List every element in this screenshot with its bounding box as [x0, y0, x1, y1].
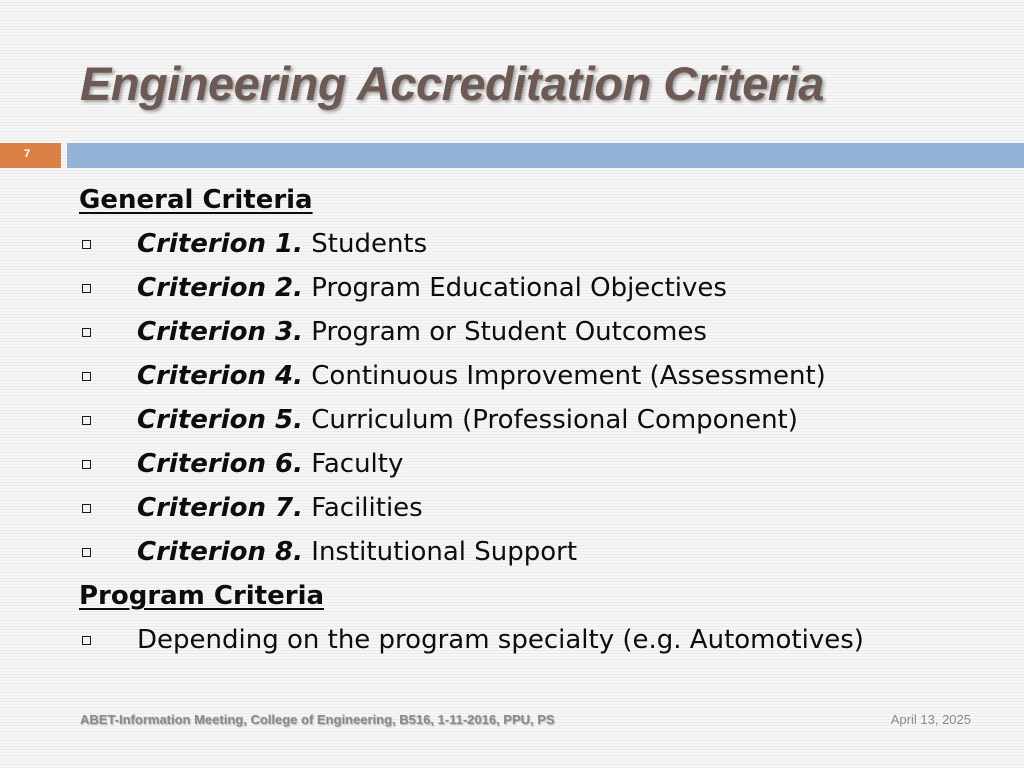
footer-date: April 13, 2025 — [890, 712, 971, 727]
list-item-criterion-7 — [79, 488, 979, 532]
program-criteria-text: Depending on the program specialty (e.g. Automotives) — [137, 625, 864, 655]
list-item-criterion-6 — [79, 444, 979, 488]
criterion-label: Criterion 6. — [137, 449, 304, 479]
hollow-square-icon — [82, 284, 91, 293]
criterion-label: Criterion 3. — [137, 317, 304, 347]
list-item-criterion-5 — [79, 400, 979, 444]
criterion-text: Faculty — [311, 449, 404, 479]
criterion-label: Criterion 8. — [137, 537, 304, 567]
criterion-text: Continuous Improvement (Assessment) — [311, 361, 826, 391]
slide-number: 7 — [0, 143, 61, 168]
criterion-label: Criterion 1. — [137, 229, 304, 259]
general-criteria-heading: General Criteria — [79, 185, 313, 215]
list-item-criterion-2 — [79, 268, 979, 312]
program-criteria-heading: Program Criteria — [79, 581, 325, 611]
criterion-label: Criterion 5. — [137, 405, 304, 435]
hollow-square-icon — [82, 372, 91, 381]
criterion-text: Curriculum (Professional Component) — [311, 405, 798, 435]
hollow-square-icon — [82, 240, 91, 249]
hollow-square-icon — [82, 460, 91, 469]
criterion-text: Program or Student Outcomes — [311, 317, 707, 347]
criterion-text: Institutional Support — [311, 537, 578, 567]
criterion-text: Students — [311, 229, 428, 259]
hollow-square-icon — [82, 416, 91, 425]
criterion-label: Criterion 7. — [137, 493, 304, 523]
slide-title: Engineering Accreditation Criteria — [80, 57, 824, 110]
footer-meeting-info: ABET-Information Meeting, College of Engineering, B516, 1-11-2016, PPU, PS — [80, 712, 555, 727]
hollow-square-icon — [82, 548, 91, 557]
slide-content — [79, 180, 979, 664]
header-bar — [67, 143, 1024, 168]
list-item-criterion-4 — [79, 356, 979, 400]
criterion-text: Facilities — [311, 493, 423, 523]
hollow-square-icon — [82, 636, 91, 645]
list-item-criterion-8 — [79, 532, 979, 576]
criterion-text: Program Educational Objectives — [311, 273, 727, 303]
hollow-square-icon — [82, 328, 91, 337]
list-item-program-specialty — [79, 620, 979, 664]
hollow-square-icon — [82, 504, 91, 513]
list-item-criterion-3 — [79, 312, 979, 356]
criterion-label: Criterion 4. — [137, 361, 304, 391]
criterion-label: Criterion 2. — [137, 273, 304, 303]
list-item-criterion-1 — [79, 224, 979, 268]
